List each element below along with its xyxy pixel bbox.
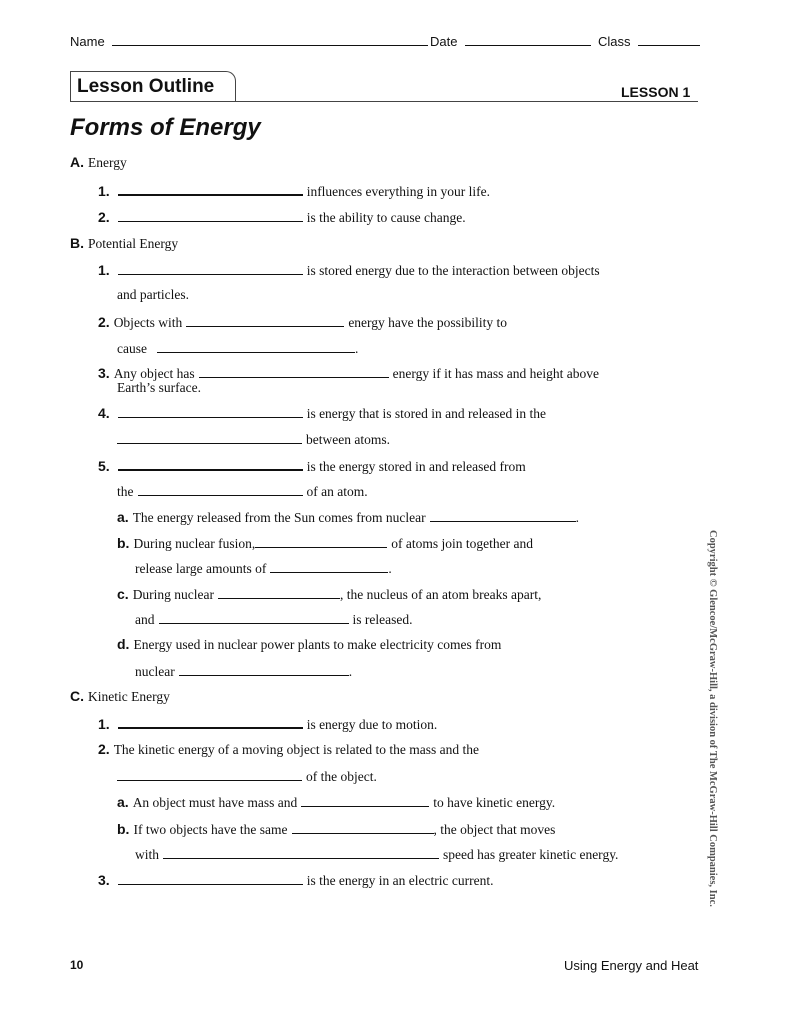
item-number: 2. (98, 741, 110, 757)
answer-blank[interactable] (270, 559, 388, 573)
sub-item (117, 793, 555, 812)
item-continuation: Earth’s surface. (117, 380, 201, 395)
item-number: 3. (98, 365, 110, 381)
item-number: 4. (98, 405, 110, 421)
answer-blank[interactable] (118, 181, 303, 196)
item-text: If two objects have the same (133, 822, 288, 837)
item-continuation (117, 482, 368, 501)
answer-blank[interactable] (199, 364, 389, 378)
answer-blank[interactable] (157, 339, 355, 353)
name-label: Name (70, 34, 105, 49)
answer-blank[interactable] (292, 820, 434, 834)
section-letter: C. (70, 688, 84, 704)
sub-letter: a. (117, 509, 129, 525)
item-text: is energy due to motion. (306, 717, 438, 732)
item-text: nuclear (135, 664, 175, 679)
list-item (98, 208, 466, 227)
book-title: Using Energy and Heat (564, 958, 699, 973)
item-number: 2. (98, 314, 110, 330)
item-text: is released. (352, 612, 413, 627)
item-text: is the energy in an electric current. (306, 873, 494, 888)
item-number: 2. (98, 209, 110, 225)
answer-blank[interactable] (118, 261, 303, 275)
class-blank[interactable] (638, 32, 700, 46)
answer-blank[interactable] (430, 508, 576, 522)
item-text: . (575, 510, 579, 525)
item-text: energy have the possibility to (348, 315, 508, 330)
item-text: speed has greater kinetic energy. (443, 847, 619, 862)
sub-item (117, 508, 579, 527)
item-text: of an atom. (306, 484, 368, 499)
item-continuation (117, 339, 358, 358)
banner-rule (70, 101, 698, 102)
answer-blank[interactable] (118, 456, 303, 471)
item-continuation (135, 845, 618, 864)
answer-blank[interactable] (159, 610, 349, 624)
item-text: . (388, 561, 392, 576)
sub-letter: a. (117, 794, 129, 810)
class-row (598, 32, 700, 49)
copyright-notice: Copyright © Glencoe/McGraw-Hill, a division of The McGraw-Hill Companies, Inc. (707, 530, 718, 907)
list-item (98, 181, 490, 201)
page-number: 10 (70, 958, 84, 972)
sub-item (117, 534, 533, 553)
section-title: Potential Energy (88, 236, 179, 251)
item-text: . (348, 664, 353, 679)
item-continuation (135, 559, 392, 578)
name-blank[interactable] (112, 32, 428, 46)
section-title: Kinetic Energy (88, 689, 170, 704)
item-continuation (117, 430, 390, 449)
item-text: of atoms join together and (391, 536, 534, 551)
section-b-heading (70, 235, 178, 253)
sub-letter: b. (117, 821, 130, 837)
list-item (98, 404, 546, 423)
item-text: is the ability to cause change. (306, 210, 466, 225)
item-text: energy if it has mass and height above (392, 366, 599, 381)
item-text: During nuclear fusion, (133, 536, 256, 551)
date-label: Date (430, 34, 458, 49)
list-item (98, 456, 526, 476)
list-item (98, 871, 493, 890)
item-text: release large amounts of (135, 561, 267, 576)
item-text: of the object. (306, 769, 377, 784)
item-continuation (117, 767, 377, 786)
tab-title: Lesson Outline (77, 76, 215, 97)
list-item (98, 313, 507, 332)
item-text: is energy that is stored in and released in the (306, 406, 546, 421)
item-continuation: and particles. (117, 287, 189, 302)
answer-blank[interactable] (117, 430, 302, 444)
answer-blank[interactable] (186, 313, 344, 327)
lesson-label: LESSON 1 (621, 84, 691, 100)
item-text: influences everything in your life. (306, 184, 491, 199)
item-text: to have kinetic energy. (433, 795, 556, 810)
item-continuation (135, 662, 352, 681)
item-text: cause (117, 341, 147, 356)
sub-letter: c. (117, 586, 129, 602)
class-label: Class (598, 34, 631, 49)
item-text: Objects with (113, 315, 183, 330)
answer-blank[interactable] (118, 208, 303, 222)
answer-blank[interactable] (163, 845, 439, 859)
sub-item (117, 585, 541, 604)
item-text: , the object that moves (433, 822, 556, 837)
section-title: Energy (88, 155, 127, 170)
item-number: 1. (98, 183, 110, 199)
item-text: Energy used in nuclear power plants to make electricity comes from (133, 637, 502, 652)
sub-item (117, 636, 501, 654)
section-a-heading (70, 154, 127, 172)
sub-item (117, 820, 555, 839)
answer-blank[interactable] (255, 534, 387, 548)
list-item (98, 261, 600, 280)
item-number: 3. (98, 872, 110, 888)
item-text: with (135, 847, 160, 862)
answer-blank[interactable] (218, 585, 340, 599)
item-text: An object must have mass and (132, 795, 298, 810)
section-letter: A. (70, 154, 84, 170)
item-text: The energy released from the Sun comes from nuclear (132, 510, 426, 525)
item-text: Any object has (113, 366, 195, 381)
answer-blank[interactable] (118, 404, 303, 418)
item-text: The kinetic energy of a moving object is related to the mass and the (113, 742, 479, 757)
list-item (98, 741, 479, 759)
section-c-heading (70, 688, 170, 706)
item-continuation (135, 610, 412, 629)
item-text: between atoms. (306, 432, 390, 447)
sub-letter: b. (117, 535, 130, 551)
answer-blank[interactable] (301, 793, 429, 807)
item-text: is the energy stored in and released from (306, 459, 526, 474)
sub-letter: d. (117, 636, 130, 652)
answer-blank[interactable] (117, 767, 302, 781)
item-text: the (117, 484, 134, 499)
item-text: and (135, 612, 155, 627)
name-row (70, 32, 428, 49)
answer-blank[interactable] (118, 871, 303, 885)
item-number: 1. (98, 716, 110, 732)
item-number: 1. (98, 262, 110, 278)
item-number: 5. (98, 458, 110, 474)
list-item (98, 714, 437, 734)
item-text: . (354, 341, 359, 356)
item-text: is stored energy due to the interaction between objects (306, 263, 600, 278)
date-blank[interactable] (465, 32, 591, 46)
answer-blank[interactable] (138, 482, 303, 496)
page-title: Forms of Energy (70, 114, 261, 141)
answer-blank[interactable] (118, 714, 303, 729)
section-letter: B. (70, 235, 84, 251)
item-text: , the nucleus of an atom breaks apart, (340, 587, 542, 602)
date-row (430, 32, 591, 49)
answer-blank[interactable] (179, 662, 349, 676)
item-text: During nuclear (132, 587, 215, 602)
